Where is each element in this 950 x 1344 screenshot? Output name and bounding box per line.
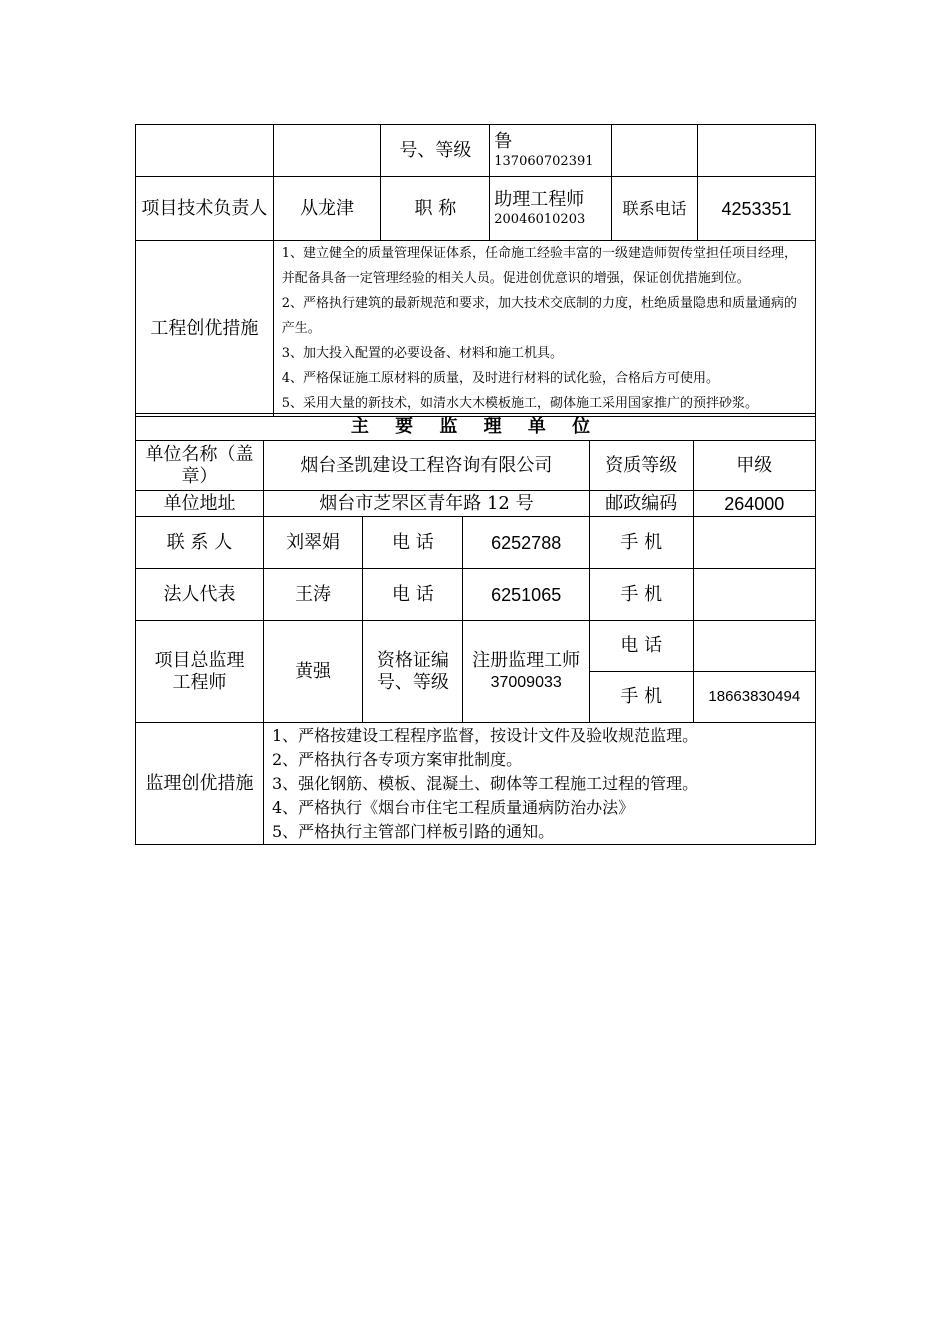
chief-phone-label: 电 话 — [589, 621, 693, 672]
title-value-cell — [490, 177, 612, 241]
address-value: 烟台市芝罘区青年路 12 号 — [263, 491, 589, 517]
chief-engineer-name: 黄强 — [263, 621, 362, 723]
measure-line: 3、加大投入配置的必要设备、材料和施工机具。 — [281, 346, 563, 361]
legal-phone-label: 电 话 — [363, 569, 463, 621]
quality-measures-text — [273, 241, 815, 417]
supervision-measures-text — [263, 723, 815, 845]
contact-mobile-label: 手 机 — [589, 517, 693, 569]
measure-line: 2、严格执行建筑的最新规范和要求，加大技术交底制的力度，杜绝质量隐患和质量通病的 — [281, 296, 797, 311]
legal-mobile-label: 手 机 — [589, 569, 693, 621]
cert-label-line: 资格证编 — [376, 649, 449, 671]
table-row — [136, 125, 816, 177]
measure-line: 并配备具备一定管理经验的相关人员。促进创优意识的增强，保证创优措施到位。 — [281, 271, 750, 286]
table-row — [136, 177, 816, 241]
cert-number: 137060702391 — [494, 153, 594, 169]
phone-label: 联系电话 — [612, 177, 698, 241]
legal-rep-name: 王涛 — [263, 569, 362, 621]
table-row — [136, 517, 816, 569]
measure-line: 5、严格执行主管部门样板引路的通知。 — [271, 821, 555, 841]
contractor-table — [135, 124, 816, 417]
measure-line: 1、严格按建设工程程序监督，按设计文件及验收规范监理。 — [271, 725, 699, 745]
section-title: 主 要 监 理 单 位 — [136, 414, 816, 441]
unit-name-value: 烟台圣凯建设工程咨询有限公司 — [263, 441, 589, 491]
chief-engineer-label — [136, 621, 264, 723]
title-label: 职 称 — [381, 177, 490, 241]
measure-line: 1、建立健全的质量管理保证体系，任命施工经验丰富的一级建造师贺传堂担任项目经理， — [281, 246, 797, 261]
cell-empty — [273, 125, 381, 177]
qualification-value: 甲级 — [693, 441, 815, 491]
measure-line: 产生。 — [281, 321, 321, 336]
chief-engineer-label-line: 工程师 — [172, 671, 227, 693]
contact-mobile-value — [693, 517, 815, 569]
cert-value-line: 注册监理工师 — [472, 649, 581, 671]
measure-line: 2、严格执行各专项方案审批制度。 — [271, 749, 523, 769]
cert-value — [463, 621, 589, 723]
measure-line: 3、强化钢筋、模板、混凝土、砌体等工程施工过程的管理。 — [271, 773, 699, 793]
cert-label-cell: 号、等级 — [381, 125, 490, 177]
legal-mobile-value — [693, 569, 815, 621]
contact-label: 联 系 人 — [136, 517, 264, 569]
title-cert-number: 20046010203 — [494, 211, 586, 227]
address-label: 单位地址 — [136, 491, 264, 517]
cert-label — [363, 621, 463, 723]
chief-mobile-value: 18663830494 — [693, 672, 815, 723]
table-row — [136, 569, 816, 621]
contact-phone-label: 电 话 — [363, 517, 463, 569]
contact-name: 刘翠娟 — [263, 517, 362, 569]
unit-name-label: 单位名称（盖章） — [136, 441, 264, 491]
cert-province: 鲁 — [494, 130, 513, 152]
measure-line: 4、严格执行《烟台市住宅工程质量通病防治办法》 — [271, 797, 635, 817]
table-row — [136, 491, 816, 517]
cell-empty — [612, 125, 698, 177]
tech-lead-label: 项目技术负责人 — [136, 177, 274, 241]
chief-engineer-label-line: 项目总监理 — [154, 649, 245, 671]
table-row — [136, 414, 816, 441]
legal-rep-label: 法人代表 — [136, 569, 264, 621]
qualification-label: 资质等级 — [589, 441, 693, 491]
legal-phone-value: 6251065 — [463, 569, 589, 621]
cert-value-number: 37009033 — [490, 673, 562, 691]
table-row — [136, 441, 816, 491]
quality-measures-label: 工程创优措施 — [136, 241, 274, 417]
chief-mobile-label: 手 机 — [589, 672, 693, 723]
contact-phone-value: 6252788 — [463, 517, 589, 569]
table-row — [136, 241, 816, 417]
cell-empty — [698, 125, 816, 177]
tech-lead-name: 从龙津 — [273, 177, 381, 241]
postcode-value: 264000 — [693, 491, 815, 517]
title-value: 助理工程师 — [494, 188, 585, 210]
table-row — [136, 723, 816, 845]
chief-phone-value — [693, 621, 815, 672]
supervision-measures-label: 监理创优措施 — [136, 723, 264, 845]
postcode-label: 邮政编码 — [589, 491, 693, 517]
cert-label-line: 号、等级 — [376, 671, 449, 693]
supervision-table — [135, 413, 816, 845]
measure-line: 5、采用大量的新技术，如清水大木模板施工，砌体施工采用国家推广的预拌砂浆。 — [281, 396, 758, 411]
table-row — [136, 621, 816, 672]
phone-value: 4253351 — [698, 177, 816, 241]
measure-line: 4、严格保证施工原材料的质量，及时进行材料的试化验，合格后方可使用。 — [281, 371, 719, 386]
cell-empty — [136, 125, 274, 177]
cert-value-cell — [490, 125, 612, 177]
